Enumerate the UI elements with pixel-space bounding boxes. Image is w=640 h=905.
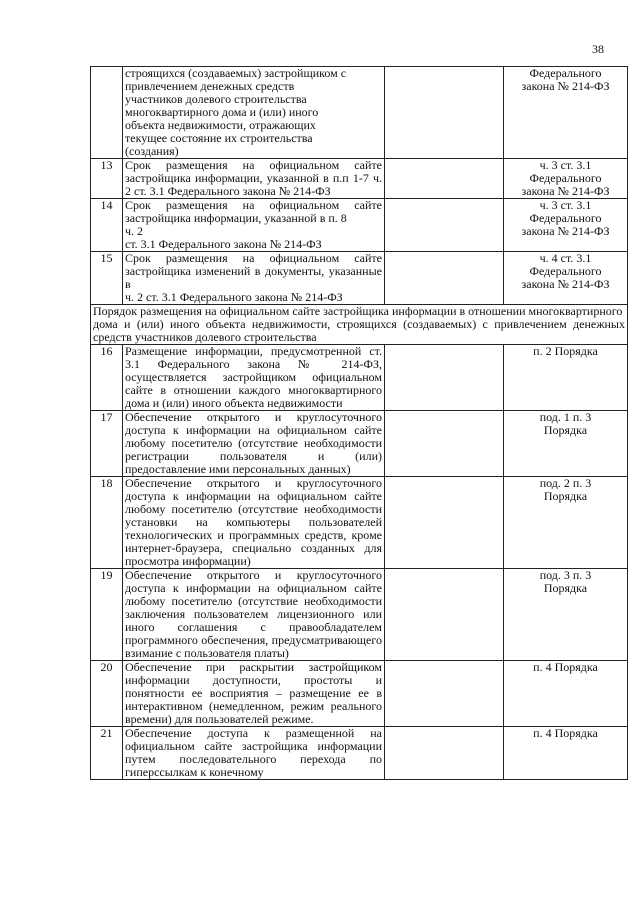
row-number: 16 <box>91 345 123 411</box>
table-row <box>91 661 628 727</box>
table-row <box>91 569 628 661</box>
row-reference: под. 3 п. 3 Порядка <box>504 569 628 661</box>
row-value <box>385 411 504 477</box>
row-value <box>385 569 504 661</box>
table-row <box>91 67 628 159</box>
row-number: 18 <box>91 477 123 569</box>
table-row <box>91 159 628 199</box>
page-number: 38 <box>592 42 604 56</box>
row-value <box>385 252 504 305</box>
table-row <box>91 345 628 411</box>
row-value <box>385 67 504 159</box>
row-reference: п. 4 Порядка <box>504 661 628 727</box>
row-description: Размещение информации, предусмотренной ст. 3.1 Федерального закона № 214-ФЗ, осуществляется застройщиком официальном сайте в отношении каждого многоквартирного дома и (или) иного объекта недвижимости <box>123 345 385 411</box>
table-row <box>91 727 628 780</box>
row-value <box>385 477 504 569</box>
row-reference: п. 2 Порядка <box>504 345 628 411</box>
row-number: 19 <box>91 569 123 661</box>
row-description: Срок размещения на официальном сайте застройщика изменений в документы, указанные в ч. 2 ст. 3.1 Федерального закона № 214-ФЗ <box>123 252 385 305</box>
table-row <box>91 411 628 477</box>
row-number: 20 <box>91 661 123 727</box>
row-description: строящихся (создаваемых) застройщиком с привлечением денежных средств участников долевого строительства многоквартирного дома и (или) иного объекта недвижимости, отражающих текущее состояние их строительства (создания) <box>123 67 385 159</box>
row-description: Обеспечение открытого и круглосуточного доступа к информации на официальном сайте любому посетителю (отсутствие необходимости заключения пользователем лицензионного или иного соглашения с правообладателем программного обеспечения, предусматривающего взимание с пользователя платы) <box>123 569 385 661</box>
row-value <box>385 199 504 252</box>
section-heading: Порядок размещения на официальном сайте застройщика информации в отношении многоквартирного дома и (или) иного объекта недвижимости, строящихся (создаваемых) с привлечением денежных средств участников долевого строительства <box>91 305 628 345</box>
table-row <box>91 252 628 305</box>
row-description: Обеспечение доступа к размещенной на официальном сайте застройщика информации путем последовательного перехода по гиперссылкам к конечному <box>123 727 385 780</box>
row-number: 14 <box>91 199 123 252</box>
row-number: 17 <box>91 411 123 477</box>
row-number: 15 <box>91 252 123 305</box>
row-reference: ч. 4 ст. 3.1 Федерального закона № 214-ФЗ <box>504 252 628 305</box>
row-reference: под. 1 п. 3 Порядка <box>504 411 628 477</box>
requirements-table <box>90 66 628 780</box>
row-reference: под. 2 п. 3 Порядка <box>504 477 628 569</box>
table-row <box>91 199 628 252</box>
section-header-row <box>91 305 628 345</box>
row-number <box>91 67 123 159</box>
row-description: Обеспечение при раскрытии застройщиком информации доступности, простоты и понятности ее восприятия – размещение ее в интерактивном (немедленном, режим реального времени) для пользователей режиме. <box>123 661 385 727</box>
row-value <box>385 345 504 411</box>
row-value <box>385 727 504 780</box>
row-value <box>385 159 504 199</box>
table-row <box>91 477 628 569</box>
row-reference: ч. 3 ст. 3.1 Федерального закона № 214-ФЗ <box>504 159 628 199</box>
row-number: 21 <box>91 727 123 780</box>
row-reference: ч. 3 ст. 3.1 Федерального закона № 214-ФЗ <box>504 199 628 252</box>
row-description: Обеспечение открытого и круглосуточного доступа к информации на официальном сайте любому посетителю (отсутствие необходимости установки на компьютеры пользователей технологических и программных средств, кроме интернет-браузера, специально созданных для просмотра информации) <box>123 477 385 569</box>
row-reference: Федерального закона № 214-ФЗ <box>504 67 628 159</box>
row-number: 13 <box>91 159 123 199</box>
row-description: Срок размещения на официальном сайте застройщика информации, указанной в п. 8 ч. 2 ст. 3.1 Федерального закона № 214-ФЗ <box>123 199 385 252</box>
row-description: Срок размещения на официальном сайте застройщика информации, указанной в п.п 1-7 ч. 2 ст. 3.1 Федерального закона № 214-ФЗ <box>123 159 385 199</box>
row-description: Обеспечение открытого и круглосуточного доступа к информации на официальном сайте любому посетителю (отсутствие необходимости регистрации пользователя и (или) предоставление ими персональных данных) <box>123 411 385 477</box>
row-reference: п. 4 Порядка <box>504 727 628 780</box>
row-value <box>385 661 504 727</box>
